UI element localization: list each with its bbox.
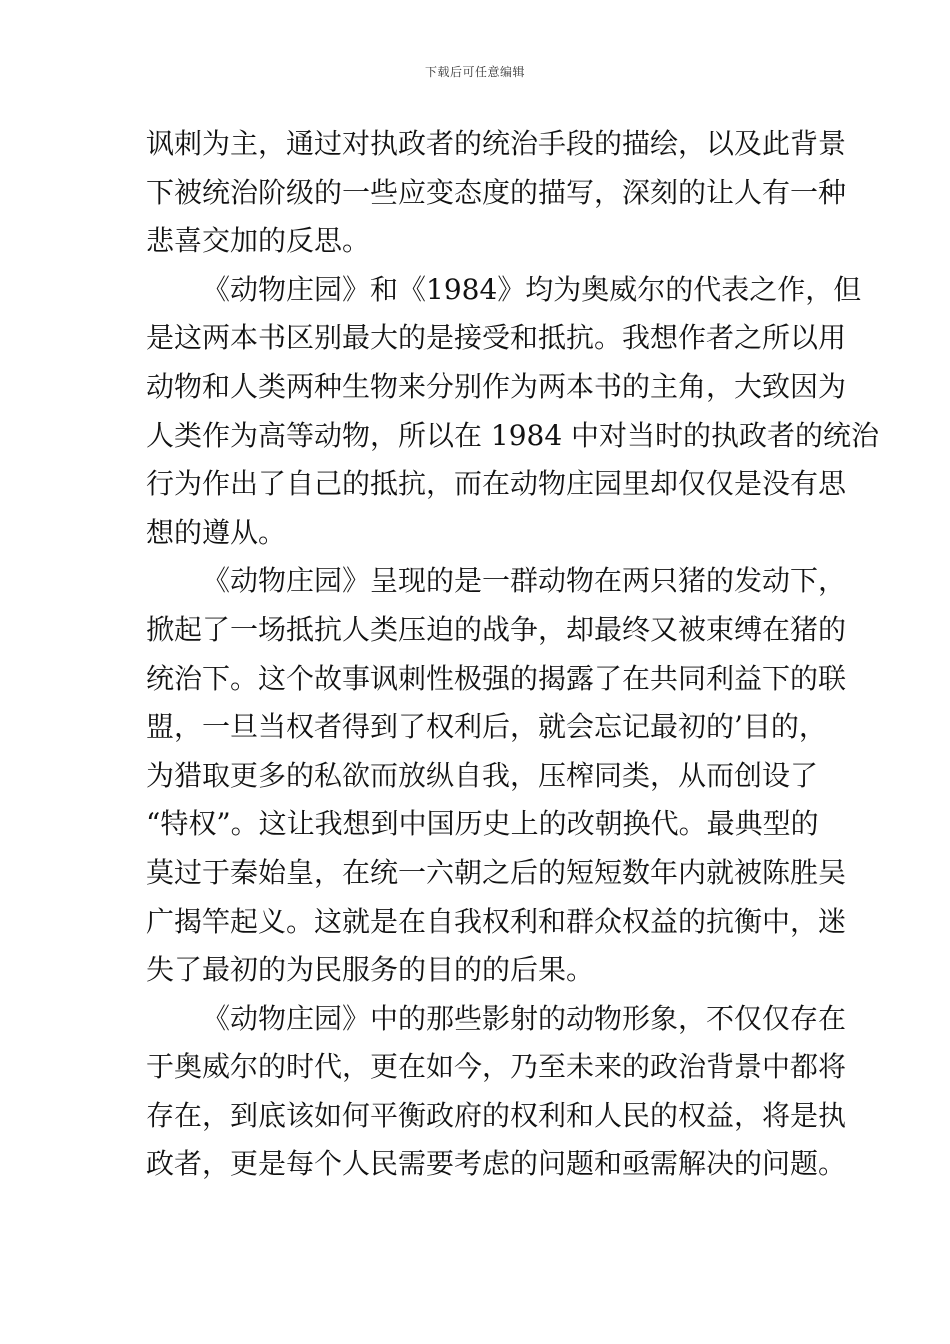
- text-line: 行为作出了自己的抵抗，而在动物庄园里却仅仅是没有思: [146, 467, 847, 501]
- text-line: 想的遵从。: [146, 515, 287, 549]
- text-line: “特权”。这让我想到中国历史上的改朝换代。最典型的: [146, 807, 819, 841]
- text-line: 失了最初的为民服务的目的的后果。: [146, 953, 595, 987]
- paragraph: [146, 557, 847, 994]
- page-header: 下载后可任意编辑: [424, 65, 525, 79]
- text-line: 动物和人类两种生物来分别作为两本书的主角，大致因为: [146, 369, 847, 403]
- text-line: 于奥威尔的时代，更在如今，乃至未来的政治背景中都将: [146, 1050, 847, 1084]
- text-line: 人类作为高等动物，所以在 1984 中对当时的执政者的统治: [146, 418, 880, 452]
- text-line: 盟，一旦当权者得到了权利后，就会忘记最初的’目的，: [146, 710, 827, 744]
- text-line: 《动物庄园》呈现的是一群动物在两只猪的发动下，: [202, 564, 847, 598]
- text-line: 政者，更是每个人民需要考虑的问题和亟需解决的问题。: [146, 1147, 847, 1181]
- text-line: 统治下。这个故事讽刺性极强的揭露了在共同利益下的联: [146, 661, 847, 695]
- paragraph: [146, 266, 880, 558]
- text-line: 悲喜交加的反思。: [146, 224, 371, 258]
- text-line: 是这两本书区别最大的是接受和抵抗。我想作者之所以用: [146, 321, 847, 355]
- text-line: 存在，到底该如何平衡政府的权利和人民的权益，将是执: [146, 1098, 847, 1132]
- text-line: 莫过于秦始皇，在统一六朝之后的短短数年内就被陈胜吴: [146, 855, 847, 889]
- text-line: 《动物庄园》和《1984》均为奥威尔的代表之作，但: [202, 272, 862, 306]
- text-line: 掀起了一场抵抗人类压迫的战争，却最终又被束缚在猪的: [146, 612, 847, 646]
- paragraph: [146, 995, 847, 1189]
- text-line: 讽刺为主，通过对执政者的统治手段的描绘，以及此背景: [146, 127, 847, 160]
- text-line: 下被统治阶级的一些应变态度的描写，深刻的让人有一种: [146, 175, 847, 209]
- text-line: 为猎取更多的私欲而放纵自我，压榨同类，从而创设了: [146, 758, 819, 792]
- text-line: 广揭竿起义。这就是在自我权利和群众权益的抗衡中，迷: [146, 904, 847, 938]
- paragraph: [146, 120, 847, 266]
- body-text: [146, 120, 880, 1189]
- text-line: 《动物庄园》中的那些影射的动物形象，不仅仅存在: [202, 1001, 847, 1035]
